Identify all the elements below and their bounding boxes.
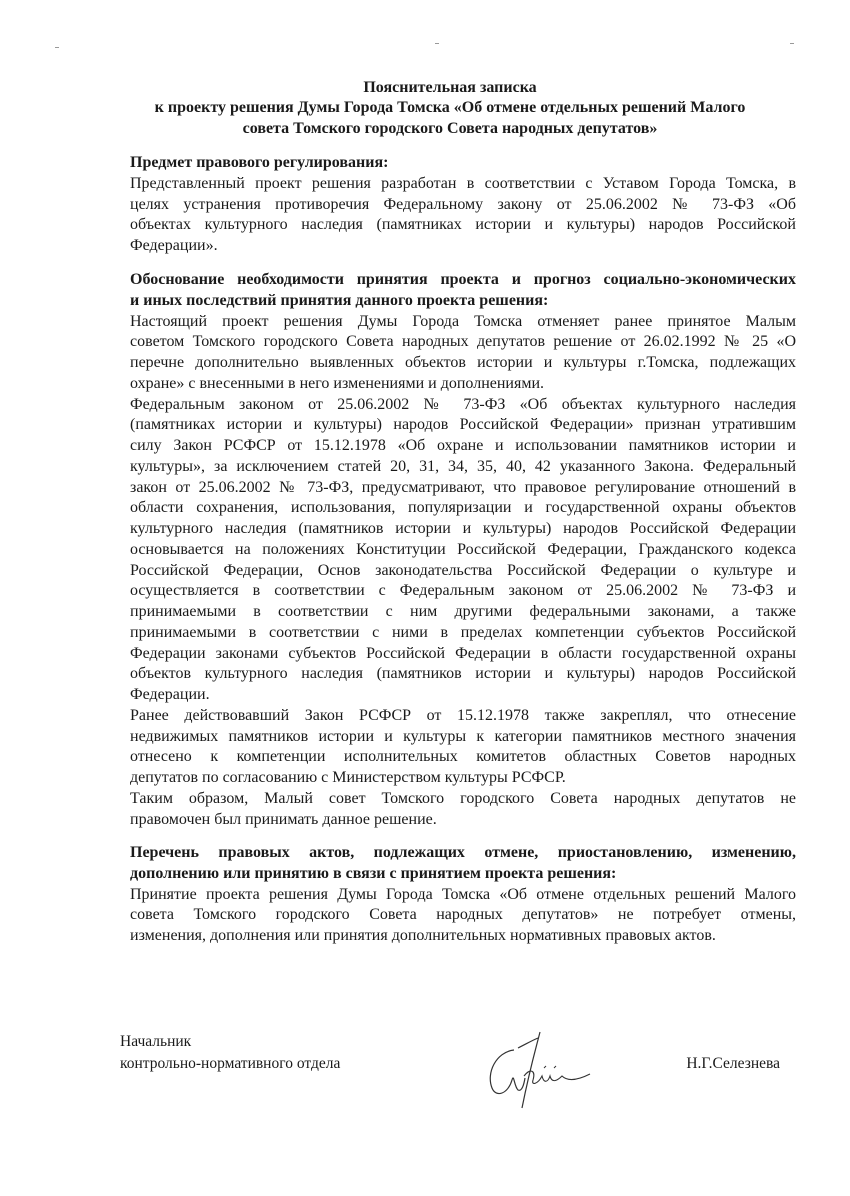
- paragraph-line: изменения, дополнения или принятия дополнительных нормативных правовых актов.: [130, 927, 716, 944]
- title-line: Пояснительная записка: [363, 79, 537, 96]
- signature-block: [120, 1031, 780, 1075]
- paragraph-line: Российской Федерации, Основ законодательства Российской Федерации о культуре и: [130, 561, 796, 579]
- paragraph: [130, 706, 796, 789]
- paragraph-line: принимаемыми в соответствии с ним другими федеральными законами, а также: [130, 603, 796, 620]
- paragraph-line: культуры», за исключением статей 20, 31, 34, 35, 40, 42 указанного Закона. Федеральный: [130, 457, 796, 475]
- paragraph-line: основывается на положениях Конституции Российской Федерации, Гражданского кодекса: [130, 540, 796, 558]
- heading-line: Обоснование необходимости принятия проекта и прогноз социально-экономических: [130, 271, 796, 288]
- paragraph-line: совета Томского городского Совета народных депутатов» не потребует отмены,: [130, 906, 796, 924]
- scan-speck: [790, 43, 794, 44]
- signatory-department: контрольно-нормативного отдела: [120, 1055, 341, 1072]
- signatory-name: Н.Г.Селезнева: [686, 1055, 780, 1072]
- signatory-position: Начальник: [120, 1033, 192, 1050]
- paragraph-line: закон от 25.06.2002 № 73-ФЗ, предусматривают, что правовое регулирование отношений в: [130, 478, 796, 496]
- paragraph-line: отнесено к компетенции исполнительных комитетов областных Советов народных: [130, 748, 796, 766]
- title-line: к проекту решения Думы Города Томска «Об отмене отдельных решений Малого: [154, 99, 746, 117]
- section-heading: [130, 270, 796, 312]
- paragraph-line: Принятие проекта решения Думы Города Томска «Об отмене отдельных решений Малого: [130, 885, 796, 903]
- paragraph-line: объектов культурного наследия (памятников истории и культуры) народов Российской: [130, 665, 796, 683]
- scan-speck: [435, 43, 439, 44]
- paragraph-line: объектах культурного наследия (памятниках истории и культуры) народов Российской: [130, 216, 796, 234]
- paragraph-line: принимаемыми в соответствии с ними в пределах компетенции субъектов Российской: [130, 623, 796, 641]
- title-line: совета Томского городского Совета народных депутатов»: [242, 119, 658, 137]
- paragraph-line: недвижимых памятников истории и культуры к категории памятников местного значения: [130, 727, 796, 745]
- handwritten-signature: [478, 1028, 598, 1113]
- document-title: [100, 78, 800, 139]
- section-heading: [130, 153, 796, 174]
- paragraph-line: Федеральным законом от 25.06.2002 № 73-ФЗ «Об объектах культурного наследия: [130, 395, 796, 413]
- paragraph-line: области сохранения, использования, популяризации и государственной охраны объектов: [130, 499, 796, 517]
- paragraph-line: Настоящий проект решения Думы Города Томска отменяет ранее принятое Малым: [130, 312, 796, 330]
- paragraph-line: силу Закон РСФСР от 15.12.1978 «Об охране и использовании памятников истории и: [130, 437, 796, 454]
- paragraph-line: перечне дополнительно выявленных объектов истории и культуры г.Томска, подлежащих: [130, 354, 796, 371]
- paragraph-line: Федерации.: [130, 686, 210, 703]
- paragraph: [130, 395, 796, 706]
- heading-line: и иных последствий принятия данного проекта решения:: [130, 291, 549, 309]
- paragraph-line: советом Томского городского Совета народных депутатов решение от 26.02.1992 № 25 «О: [130, 333, 796, 351]
- scan-speck: [55, 47, 59, 48]
- paragraph-line: Таким образом, Малый совет Томского городского Совета народных депутатов не: [130, 789, 796, 807]
- section-subject: [130, 153, 796, 257]
- paragraph-line: правомочен был принимать данное решение.: [130, 810, 437, 828]
- paragraph-line: охране» с внесенными в него изменениями и дополнениями.: [130, 374, 545, 392]
- paragraph-line: Федерации».: [130, 237, 218, 254]
- paragraph-line: Представленный проект решения разработан в соответствии с Уставом Города Томска, в: [130, 174, 796, 192]
- paragraph: [130, 174, 796, 257]
- heading-line: Предмет правового регулирования:: [130, 154, 389, 171]
- paragraph-line: целях устранения противоречия Федеральному закону от 25.06.2002 № 73-ФЗ «Об: [130, 195, 796, 213]
- heading-line: Перечень правовых актов, подлежащих отмене, приостановлению, изменению,: [130, 844, 796, 861]
- paragraph-line: Федерации законами субъектов Российской Федерации в области государственной охраны: [130, 644, 796, 662]
- section-affected-acts: [130, 843, 796, 947]
- paragraph: [130, 789, 796, 831]
- paragraph-line: осуществляется в соответствии с Федеральным законом от 25.06.2002 № 73-ФЗ и: [130, 582, 796, 600]
- paragraph: [130, 312, 796, 395]
- paragraph: [130, 885, 796, 947]
- paragraph-line: Ранее действовавший Закон РСФСР от 15.12.1978 также закреплял, что отнесение: [130, 706, 796, 724]
- heading-line: дополнению или принятию в связи с принятием проекта решения:: [130, 864, 617, 882]
- paragraph-line: депутатов по согласованию с Министерством культуры РСФСР.: [130, 769, 566, 786]
- paragraph-line: (памятниках истории и культуры) народов Российской Федерации» признан утратившим: [130, 416, 796, 434]
- section-justification: [130, 270, 796, 830]
- paragraph-line: культурного наследия (памятников истории и культуры) народов Российской Федерации: [130, 520, 796, 537]
- section-heading: [130, 843, 796, 885]
